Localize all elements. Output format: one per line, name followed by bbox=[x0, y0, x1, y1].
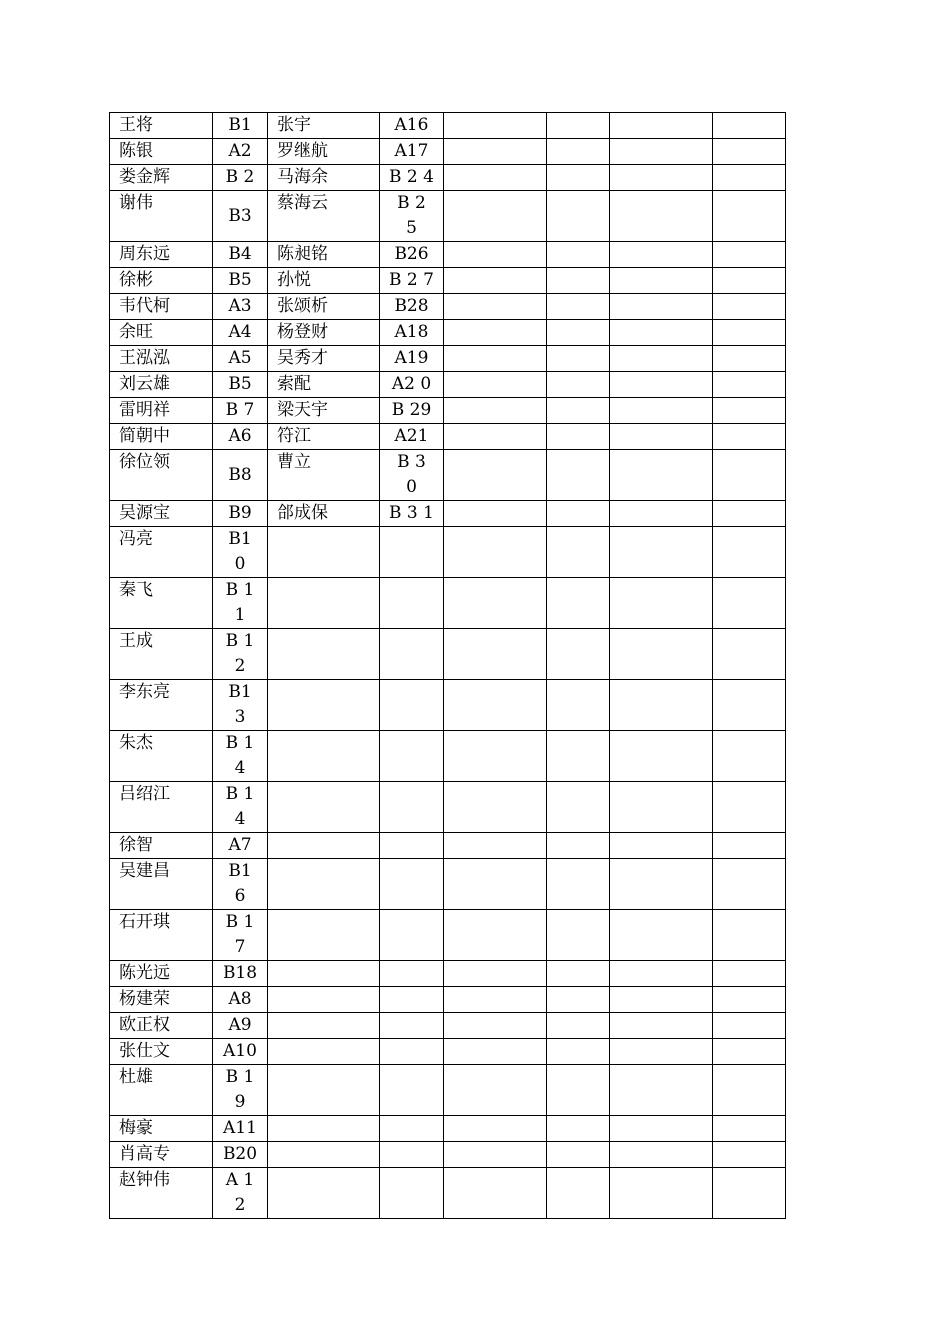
student-name-cell bbox=[268, 987, 380, 1013]
empty-cell bbox=[547, 527, 610, 578]
student-name-cell: 张宇 bbox=[268, 113, 380, 139]
empty-cell bbox=[610, 731, 713, 782]
student-name-cell: 余旺 bbox=[110, 320, 213, 346]
empty-cell bbox=[713, 1013, 786, 1039]
empty-cell bbox=[444, 731, 547, 782]
student-name-cell: 肖高专 bbox=[110, 1142, 213, 1168]
seat-assignment-table bbox=[109, 112, 786, 1219]
table-row bbox=[110, 859, 786, 910]
student-name-cell: 杨建荣 bbox=[110, 987, 213, 1013]
student-name-cell: 梁天宇 bbox=[268, 398, 380, 424]
seat-code-cell: A10 bbox=[213, 1039, 268, 1065]
empty-cell bbox=[547, 1168, 610, 1219]
seat-code-cell: B16 bbox=[213, 859, 268, 910]
seat-code-cell bbox=[380, 578, 444, 629]
empty-cell bbox=[713, 987, 786, 1013]
student-name-cell: 赵钟伟 bbox=[110, 1168, 213, 1219]
empty-cell bbox=[444, 680, 547, 731]
student-name-cell: 梅豪 bbox=[110, 1116, 213, 1142]
table-row bbox=[110, 294, 786, 320]
empty-cell bbox=[610, 113, 713, 139]
student-name-cell bbox=[268, 910, 380, 961]
empty-cell bbox=[610, 242, 713, 268]
empty-cell bbox=[610, 1013, 713, 1039]
empty-cell bbox=[713, 1065, 786, 1116]
empty-cell bbox=[444, 1039, 547, 1065]
seat-code-cell: B5 bbox=[213, 372, 268, 398]
empty-cell bbox=[547, 398, 610, 424]
student-name-cell: 符江 bbox=[268, 424, 380, 450]
seat-code-cell: A3 bbox=[213, 294, 268, 320]
empty-cell bbox=[444, 859, 547, 910]
student-name-cell bbox=[268, 833, 380, 859]
empty-cell bbox=[713, 578, 786, 629]
seat-code-cell bbox=[380, 910, 444, 961]
seat-code-cell: B26 bbox=[380, 242, 444, 268]
seat-code-cell bbox=[380, 987, 444, 1013]
seat-code-cell: B28 bbox=[380, 294, 444, 320]
empty-cell bbox=[547, 113, 610, 139]
seat-code-cell: B3 bbox=[213, 191, 268, 242]
empty-cell bbox=[444, 191, 547, 242]
table-row bbox=[110, 910, 786, 961]
table-row bbox=[110, 372, 786, 398]
empty-cell bbox=[547, 320, 610, 346]
table-row bbox=[110, 527, 786, 578]
empty-cell bbox=[713, 450, 786, 501]
student-name-cell: 韦代柯 bbox=[110, 294, 213, 320]
student-name-cell: 王成 bbox=[110, 629, 213, 680]
empty-cell bbox=[547, 1013, 610, 1039]
empty-cell bbox=[444, 450, 547, 501]
seat-code-cell: B5 bbox=[213, 268, 268, 294]
student-name-cell bbox=[268, 1116, 380, 1142]
table-row bbox=[110, 139, 786, 165]
seat-code-cell: B 3 1 bbox=[380, 501, 444, 527]
table-row bbox=[110, 833, 786, 859]
student-name-cell: 杜雄 bbox=[110, 1065, 213, 1116]
student-name-cell: 陈银 bbox=[110, 139, 213, 165]
empty-cell bbox=[547, 1065, 610, 1116]
seat-code-cell: A7 bbox=[213, 833, 268, 859]
empty-cell bbox=[610, 987, 713, 1013]
empty-cell bbox=[444, 1013, 547, 1039]
student-name-cell: 谢伟 bbox=[110, 191, 213, 242]
empty-cell bbox=[713, 191, 786, 242]
seat-code-cell: A18 bbox=[380, 320, 444, 346]
empty-cell bbox=[444, 987, 547, 1013]
seat-code-cell bbox=[380, 527, 444, 578]
table-row bbox=[110, 242, 786, 268]
seat-code-cell: A2 bbox=[213, 139, 268, 165]
table-row bbox=[110, 1039, 786, 1065]
seat-code-cell: B 2 7 bbox=[380, 268, 444, 294]
student-name-cell: 周东远 bbox=[110, 242, 213, 268]
empty-cell bbox=[444, 1142, 547, 1168]
student-name-cell bbox=[268, 527, 380, 578]
empty-cell bbox=[610, 859, 713, 910]
seat-code-cell: B 12 bbox=[213, 629, 268, 680]
empty-cell bbox=[444, 629, 547, 680]
student-name-cell: 马海余 bbox=[268, 165, 380, 191]
student-name-cell: 王泓泓 bbox=[110, 346, 213, 372]
empty-cell bbox=[713, 961, 786, 987]
student-name-cell: 娄金辉 bbox=[110, 165, 213, 191]
seat-code-cell: B18 bbox=[213, 961, 268, 987]
empty-cell bbox=[713, 833, 786, 859]
student-name-cell bbox=[268, 731, 380, 782]
table-row bbox=[110, 961, 786, 987]
table-row bbox=[110, 450, 786, 501]
seat-code-cell: B 29 bbox=[380, 398, 444, 424]
empty-cell bbox=[610, 1116, 713, 1142]
table-row bbox=[110, 191, 786, 242]
empty-cell bbox=[444, 1116, 547, 1142]
table-row bbox=[110, 731, 786, 782]
seat-code-cell: B 2 bbox=[213, 165, 268, 191]
seat-code-cell bbox=[380, 961, 444, 987]
empty-cell bbox=[444, 320, 547, 346]
empty-cell bbox=[444, 424, 547, 450]
student-name-cell: 徐智 bbox=[110, 833, 213, 859]
empty-cell bbox=[610, 372, 713, 398]
student-name-cell: 陈光远 bbox=[110, 961, 213, 987]
empty-cell bbox=[713, 372, 786, 398]
student-name-cell: 孙悦 bbox=[268, 268, 380, 294]
seat-code-cell: B 19 bbox=[213, 1065, 268, 1116]
seat-code-cell: B 1 4 bbox=[213, 731, 268, 782]
empty-cell bbox=[610, 191, 713, 242]
empty-cell bbox=[610, 501, 713, 527]
seat-code-cell: A5 bbox=[213, 346, 268, 372]
empty-cell bbox=[713, 139, 786, 165]
empty-cell bbox=[610, 320, 713, 346]
empty-cell bbox=[547, 501, 610, 527]
empty-cell bbox=[713, 1116, 786, 1142]
table-row bbox=[110, 113, 786, 139]
student-name-cell: 刘云雄 bbox=[110, 372, 213, 398]
empty-cell bbox=[713, 242, 786, 268]
seat-code-cell bbox=[380, 782, 444, 833]
student-name-cell bbox=[268, 1039, 380, 1065]
empty-cell bbox=[444, 294, 547, 320]
empty-cell bbox=[610, 1039, 713, 1065]
seat-code-cell: B 7 bbox=[213, 398, 268, 424]
empty-cell bbox=[547, 450, 610, 501]
empty-cell bbox=[547, 987, 610, 1013]
empty-cell bbox=[610, 1065, 713, 1116]
seat-code-cell: B8 bbox=[213, 450, 268, 501]
empty-cell bbox=[713, 1039, 786, 1065]
table-row bbox=[110, 501, 786, 527]
empty-cell bbox=[610, 1142, 713, 1168]
seat-code-cell: A19 bbox=[380, 346, 444, 372]
seat-code-cell: B20 bbox=[213, 1142, 268, 1168]
empty-cell bbox=[444, 398, 547, 424]
seat-code-cell: A9 bbox=[213, 1013, 268, 1039]
student-name-cell: 石开琪 bbox=[110, 910, 213, 961]
seat-code-cell: A8 bbox=[213, 987, 268, 1013]
empty-cell bbox=[713, 501, 786, 527]
seat-code-cell: B13 bbox=[213, 680, 268, 731]
student-name-cell: 罗继航 bbox=[268, 139, 380, 165]
empty-cell bbox=[713, 424, 786, 450]
table-row bbox=[110, 987, 786, 1013]
student-name-cell bbox=[268, 1142, 380, 1168]
seat-code-cell: A 1 2 bbox=[213, 1168, 268, 1219]
student-name-cell: 吴建昌 bbox=[110, 859, 213, 910]
empty-cell bbox=[610, 165, 713, 191]
table-row bbox=[110, 578, 786, 629]
student-name-cell: 杨登财 bbox=[268, 320, 380, 346]
seat-code-cell: A2 0 bbox=[380, 372, 444, 398]
seat-code-cell: B 1 1 bbox=[213, 578, 268, 629]
table-row bbox=[110, 782, 786, 833]
empty-cell bbox=[547, 165, 610, 191]
seat-code-cell bbox=[380, 1013, 444, 1039]
empty-cell bbox=[610, 578, 713, 629]
table-row bbox=[110, 680, 786, 731]
empty-cell bbox=[713, 859, 786, 910]
student-name-cell bbox=[268, 629, 380, 680]
student-name-cell: 曹立 bbox=[268, 450, 380, 501]
empty-cell bbox=[610, 782, 713, 833]
seat-code-cell: B4 bbox=[213, 242, 268, 268]
empty-cell bbox=[610, 527, 713, 578]
student-name-cell bbox=[268, 1168, 380, 1219]
empty-cell bbox=[547, 372, 610, 398]
table-row bbox=[110, 1168, 786, 1219]
empty-cell bbox=[610, 910, 713, 961]
seat-code-cell: B 1 4 bbox=[213, 782, 268, 833]
table-row bbox=[110, 424, 786, 450]
student-name-cell: 欧正权 bbox=[110, 1013, 213, 1039]
empty-cell bbox=[444, 501, 547, 527]
empty-cell bbox=[713, 731, 786, 782]
empty-cell bbox=[610, 680, 713, 731]
student-name-cell bbox=[268, 1065, 380, 1116]
table-row bbox=[110, 320, 786, 346]
empty-cell bbox=[713, 320, 786, 346]
student-name-cell: 索配 bbox=[268, 372, 380, 398]
empty-cell bbox=[547, 731, 610, 782]
seat-code-cell: A21 bbox=[380, 424, 444, 450]
seat-code-cell bbox=[380, 1142, 444, 1168]
empty-cell bbox=[444, 910, 547, 961]
empty-cell bbox=[547, 1116, 610, 1142]
student-name-cell: 李东亮 bbox=[110, 680, 213, 731]
student-name-cell: 雷明祥 bbox=[110, 398, 213, 424]
empty-cell bbox=[547, 139, 610, 165]
empty-cell bbox=[713, 782, 786, 833]
empty-cell bbox=[610, 139, 713, 165]
seat-code-cell: A6 bbox=[213, 424, 268, 450]
empty-cell bbox=[610, 346, 713, 372]
empty-cell bbox=[444, 113, 547, 139]
empty-cell bbox=[713, 527, 786, 578]
table-row bbox=[110, 165, 786, 191]
student-name-cell bbox=[268, 859, 380, 910]
empty-cell bbox=[444, 1168, 547, 1219]
empty-cell bbox=[713, 680, 786, 731]
empty-cell bbox=[547, 346, 610, 372]
empty-cell bbox=[547, 680, 610, 731]
seat-code-cell: B 2 5 bbox=[380, 191, 444, 242]
seat-code-cell bbox=[380, 1116, 444, 1142]
student-name-cell bbox=[268, 1013, 380, 1039]
student-name-cell: 张仕文 bbox=[110, 1039, 213, 1065]
seat-code-cell bbox=[380, 731, 444, 782]
table-row bbox=[110, 346, 786, 372]
table-row bbox=[110, 398, 786, 424]
seat-code-cell bbox=[380, 833, 444, 859]
student-name-cell: 简朝中 bbox=[110, 424, 213, 450]
empty-cell bbox=[610, 961, 713, 987]
empty-cell bbox=[610, 424, 713, 450]
student-name-cell: 陈昶铭 bbox=[268, 242, 380, 268]
seat-code-cell: A11 bbox=[213, 1116, 268, 1142]
empty-cell bbox=[610, 629, 713, 680]
empty-cell bbox=[444, 578, 547, 629]
empty-cell bbox=[547, 629, 610, 680]
seat-code-cell: A4 bbox=[213, 320, 268, 346]
seat-code-cell: B10 bbox=[213, 527, 268, 578]
empty-cell bbox=[444, 961, 547, 987]
student-name-cell bbox=[268, 680, 380, 731]
empty-cell bbox=[610, 833, 713, 859]
seat-code-cell bbox=[380, 1168, 444, 1219]
empty-cell bbox=[444, 782, 547, 833]
empty-cell bbox=[444, 242, 547, 268]
empty-cell bbox=[610, 398, 713, 424]
student-name-cell bbox=[268, 961, 380, 987]
student-name-cell: 吴秀才 bbox=[268, 346, 380, 372]
table-row bbox=[110, 1065, 786, 1116]
student-name-cell: 吴源宝 bbox=[110, 501, 213, 527]
empty-cell bbox=[547, 961, 610, 987]
seat-code-cell bbox=[380, 1065, 444, 1116]
seat-code-cell bbox=[380, 1039, 444, 1065]
seat-code-cell bbox=[380, 680, 444, 731]
table-row bbox=[110, 1142, 786, 1168]
empty-cell bbox=[713, 1142, 786, 1168]
seat-code-cell bbox=[380, 629, 444, 680]
student-name-cell: 秦飞 bbox=[110, 578, 213, 629]
student-name-cell: 朱杰 bbox=[110, 731, 213, 782]
seat-code-cell bbox=[380, 859, 444, 910]
empty-cell bbox=[713, 165, 786, 191]
empty-cell bbox=[444, 139, 547, 165]
empty-cell bbox=[713, 346, 786, 372]
seat-code-cell: A17 bbox=[380, 139, 444, 165]
student-name-cell bbox=[268, 578, 380, 629]
student-name-cell: 张颂析 bbox=[268, 294, 380, 320]
empty-cell bbox=[713, 398, 786, 424]
empty-cell bbox=[547, 424, 610, 450]
empty-cell bbox=[547, 910, 610, 961]
empty-cell bbox=[547, 294, 610, 320]
empty-cell bbox=[444, 372, 547, 398]
empty-cell bbox=[547, 833, 610, 859]
table-row bbox=[110, 1013, 786, 1039]
table-body bbox=[110, 113, 786, 1219]
empty-cell bbox=[547, 268, 610, 294]
table-row bbox=[110, 629, 786, 680]
empty-cell bbox=[713, 294, 786, 320]
seat-code-cell: A16 bbox=[380, 113, 444, 139]
empty-cell bbox=[547, 782, 610, 833]
student-name-cell: 徐彬 bbox=[110, 268, 213, 294]
student-name-cell bbox=[268, 782, 380, 833]
student-name-cell: 王将 bbox=[110, 113, 213, 139]
student-name-cell: 蔡海云 bbox=[268, 191, 380, 242]
empty-cell bbox=[547, 242, 610, 268]
student-name-cell: 徐位领 bbox=[110, 450, 213, 501]
seat-code-cell: B 2 4 bbox=[380, 165, 444, 191]
empty-cell bbox=[444, 346, 547, 372]
empty-cell bbox=[713, 113, 786, 139]
seat-code-cell: B 17 bbox=[213, 910, 268, 961]
table-row bbox=[110, 1116, 786, 1142]
empty-cell bbox=[547, 1039, 610, 1065]
empty-cell bbox=[547, 578, 610, 629]
empty-cell bbox=[444, 833, 547, 859]
empty-cell bbox=[444, 165, 547, 191]
empty-cell bbox=[444, 268, 547, 294]
empty-cell bbox=[444, 527, 547, 578]
empty-cell bbox=[713, 268, 786, 294]
seat-code-cell: B1 bbox=[213, 113, 268, 139]
empty-cell bbox=[444, 1065, 547, 1116]
seat-code-cell: B 3 0 bbox=[380, 450, 444, 501]
student-name-cell: 冯亮 bbox=[110, 527, 213, 578]
empty-cell bbox=[713, 1168, 786, 1219]
empty-cell bbox=[610, 450, 713, 501]
table-row bbox=[110, 268, 786, 294]
empty-cell bbox=[547, 1142, 610, 1168]
empty-cell bbox=[547, 191, 610, 242]
student-name-cell: 吕绍江 bbox=[110, 782, 213, 833]
empty-cell bbox=[713, 910, 786, 961]
empty-cell bbox=[547, 859, 610, 910]
empty-cell bbox=[610, 1168, 713, 1219]
seat-code-cell: B9 bbox=[213, 501, 268, 527]
empty-cell bbox=[713, 629, 786, 680]
empty-cell bbox=[610, 294, 713, 320]
empty-cell bbox=[610, 268, 713, 294]
student-name-cell: 郃成保 bbox=[268, 501, 380, 527]
